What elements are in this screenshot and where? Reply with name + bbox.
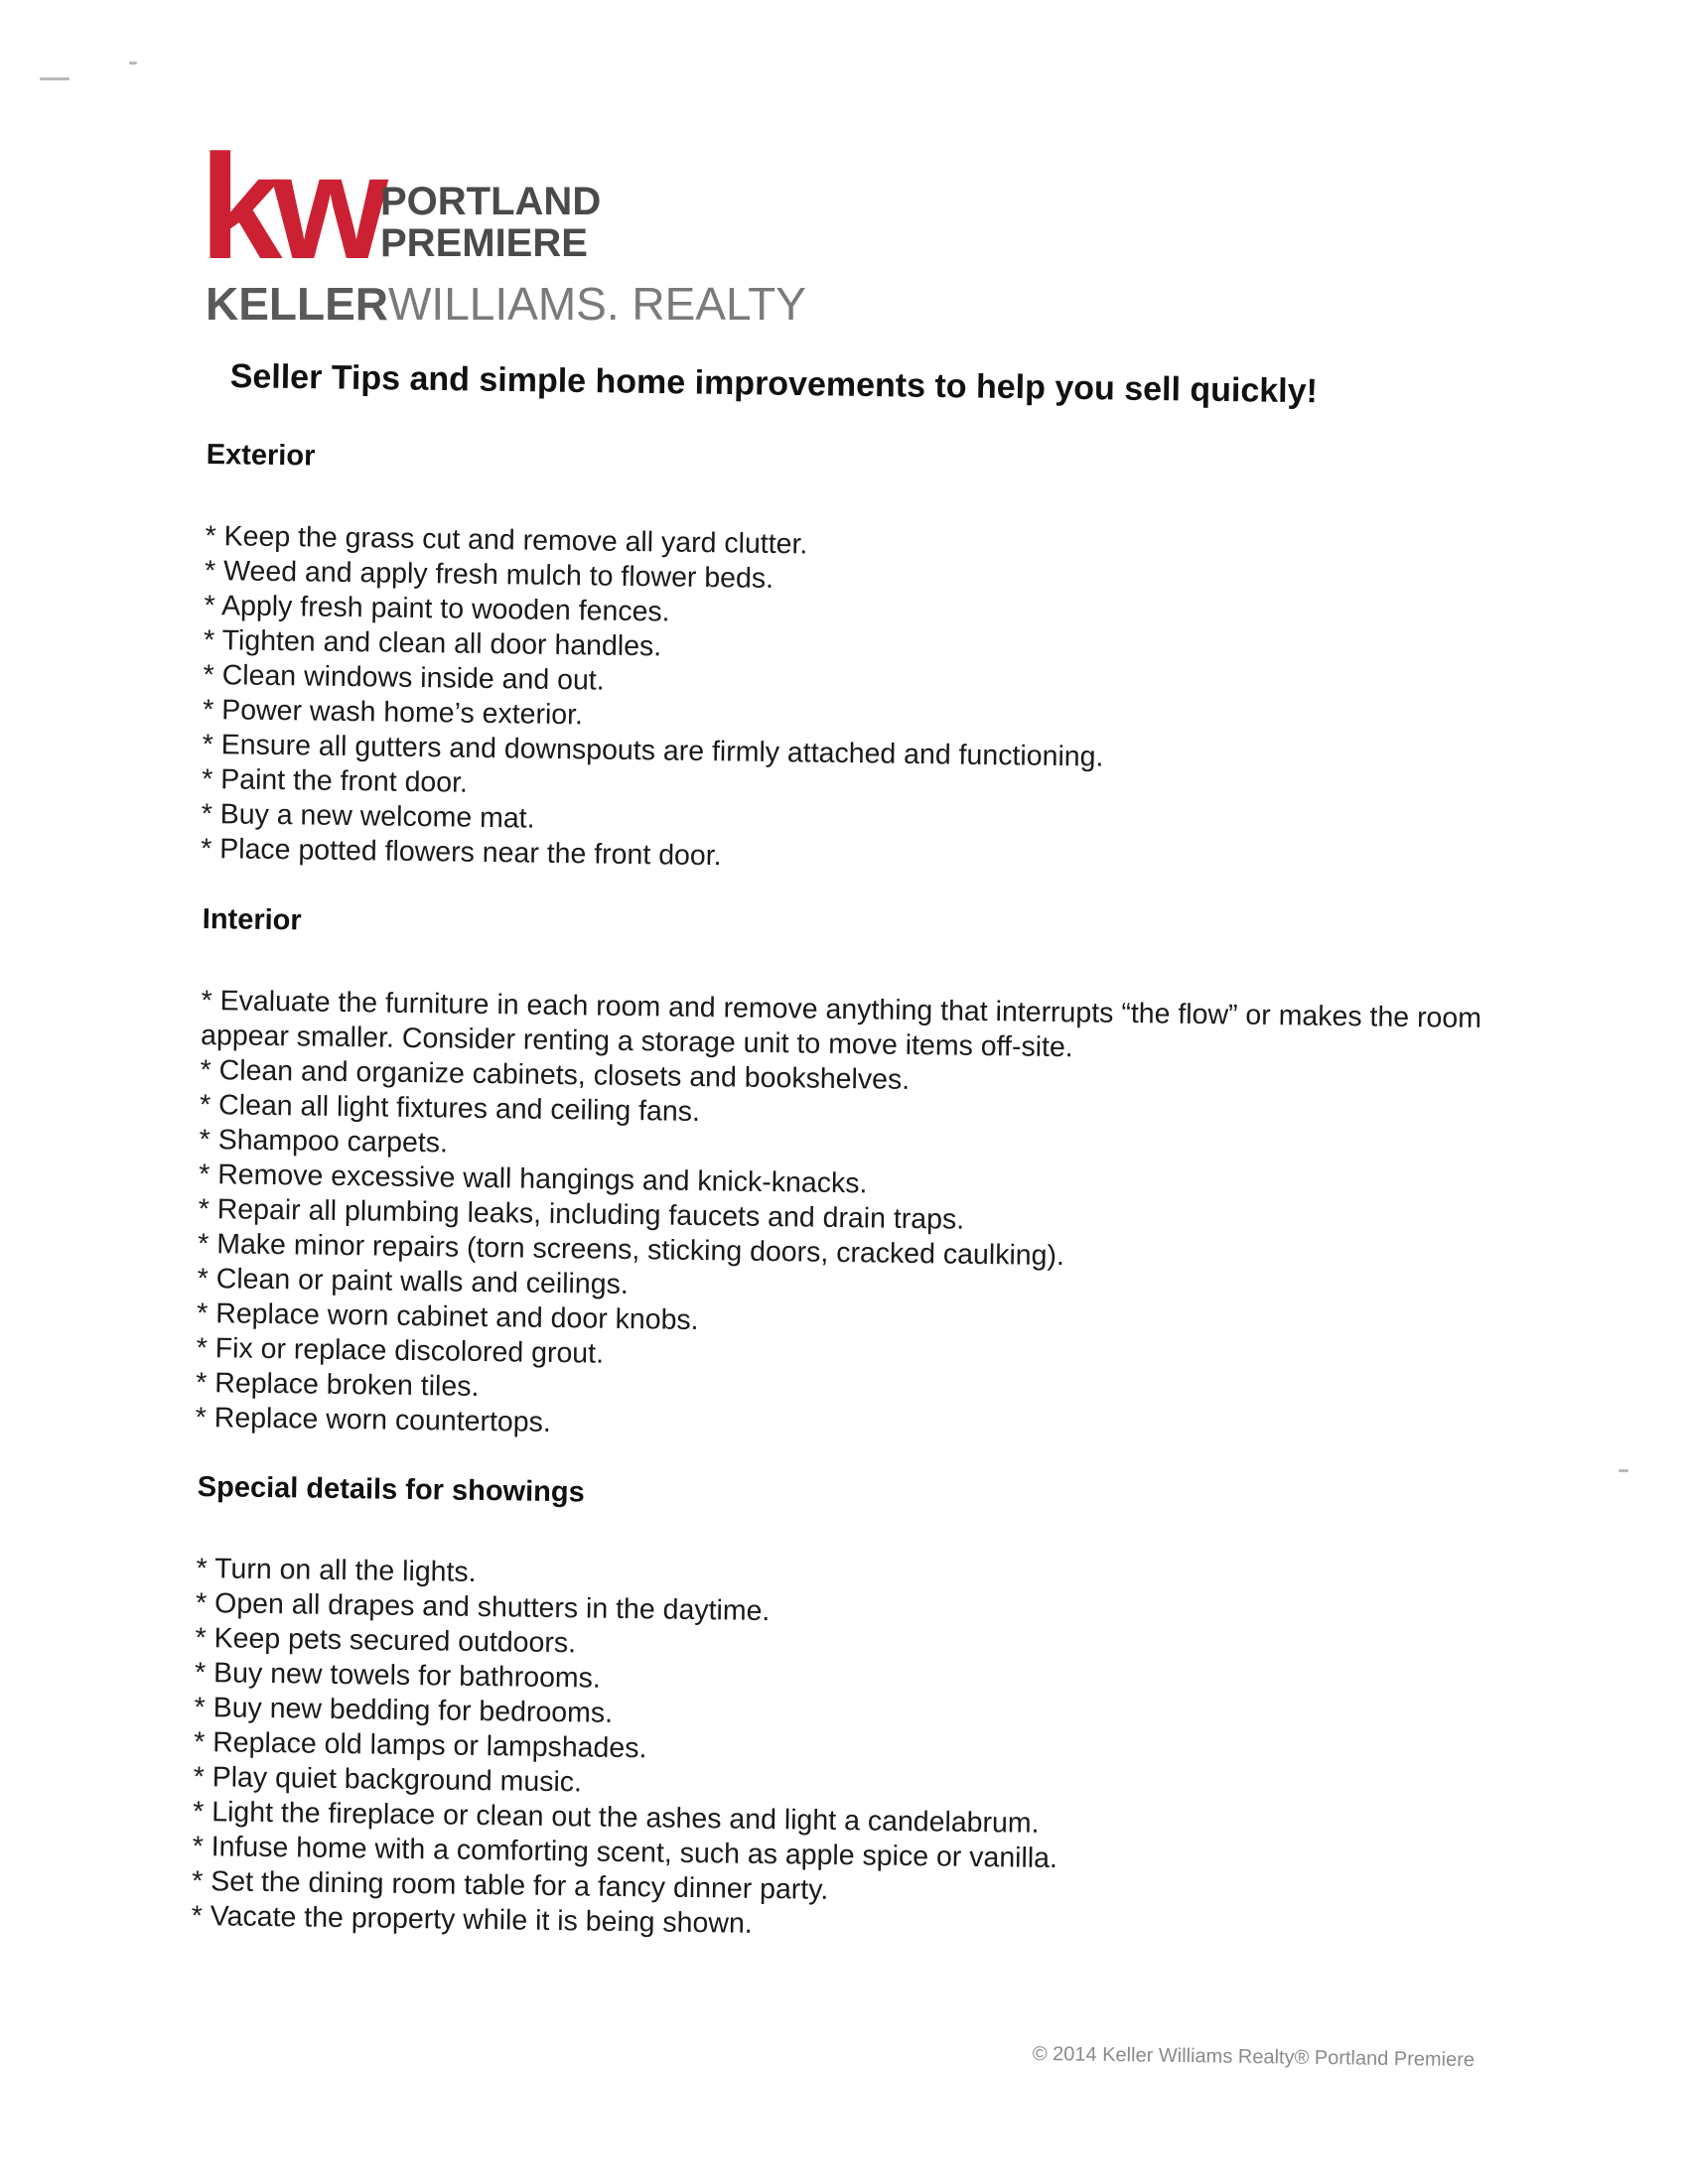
list-item: * Light the fireplace or clean out the ashes and light a candelabrum. [193, 1795, 1483, 1847]
list-item: * Clean or paint walls and ceilings. [197, 1262, 1487, 1314]
kw-mark: kw [200, 123, 379, 290]
office-name-line2: PREMIERE [380, 221, 588, 265]
svg-text:KELLERWILLIAMS. REALTY [206, 278, 806, 330]
list-item: * Buy new towels for bathrooms. [195, 1656, 1485, 1708]
showings-section [191, 1471, 1487, 1952]
list-item: * Clean and organize cabinets, closets and bookshelves. [200, 1053, 1490, 1106]
list-item: * Keep pets secured outdoors. [195, 1621, 1485, 1674]
company-name-light: WILLIAMS. REALTY [388, 278, 806, 330]
copyright-footer: © 2014 Keller Williams Realty® Portland Premiere [1032, 2043, 1476, 2072]
list-item: * Make minor repairs (torn screens, sticking doors, cracked caulking). [198, 1227, 1488, 1280]
company-name-bold: KELLER [206, 278, 388, 330]
scan-speck [1618, 1469, 1628, 1472]
list-item: * Paint the front door. [202, 762, 1492, 815]
list-item: * Keep the grass cut and remove all yard clutter. [205, 519, 1495, 572]
list-item: * Set the dining room table for a fancy dinner party. [192, 1864, 1482, 1917]
exterior-section [201, 439, 1497, 885]
list-item: * Vacate the property while it is being shown. [191, 1899, 1481, 1952]
list-item: * Ensure all gutters and downspouts are firmly attached and functioning. [202, 728, 1492, 780]
showings-list [191, 1552, 1486, 1952]
list-item: * Infuse home with a comforting scent, such as apple spice or vanilla. [192, 1830, 1482, 1882]
list-item: * Replace worn cabinet and door knobs. [197, 1297, 1487, 1349]
list-item: * Buy new bedding for bedrooms. [194, 1691, 1484, 1743]
scan-speck [40, 77, 70, 80]
list-item: * Fix or replace discolored grout. [196, 1331, 1486, 1384]
list-item: * Tighten and clean all door handles. [204, 623, 1494, 676]
list-item: * Open all drapes and shutters in the daytime. [196, 1586, 1486, 1639]
list-item: * Shampoo carpets. [199, 1123, 1489, 1175]
showings-heading: Special details for showings [197, 1471, 585, 1509]
list-item: * Weed and apply fresh mulch to flower beds. [205, 554, 1495, 607]
list-item: * Place potted flowers near the front door. [201, 832, 1491, 885]
list-item: * Replace worn countertops. [196, 1401, 1486, 1453]
interior-heading: Interior [202, 903, 302, 937]
list-item: * Evaluate the furniture in each room and remove anything that interrupts “the flow” or makes the room appear smaller. Consider renting a storage unit to move items off-site. [201, 984, 1492, 1071]
list-item: * Turn on all the lights. [196, 1552, 1486, 1604]
office-name-line1: PORTLAND [380, 180, 602, 223]
interior-section [196, 903, 1493, 1453]
list-item: * Replace old lamps or lampshades. [194, 1725, 1484, 1778]
interior-list [196, 984, 1492, 1453]
list-item: * Play quiet background music. [193, 1760, 1483, 1813]
list-item: * Power wash home’s exterior. [203, 693, 1493, 746]
list-item: * Clean windows inside and out. [203, 658, 1493, 711]
company-logo [200, 123, 806, 333]
list-item: * Apply fresh paint to wooden fences. [204, 589, 1494, 641]
scan-speck [129, 62, 137, 65]
list-item: * Repair all plumbing leaks, including faucets and drain traps. [198, 1192, 1488, 1245]
list-item: * Clean all light fixtures and ceiling fans. [200, 1088, 1490, 1141]
exterior-list [201, 519, 1496, 885]
exterior-heading: Exterior [206, 439, 316, 473]
list-item: * Buy a new welcome mat. [201, 797, 1491, 850]
list-item: * Replace broken tiles. [196, 1366, 1486, 1419]
list-item: * Remove excessive wall hangings and knick-knacks. [199, 1158, 1489, 1210]
document-title: Seller Tips and simple home improvements to help you sell quickly! [229, 357, 1319, 411]
